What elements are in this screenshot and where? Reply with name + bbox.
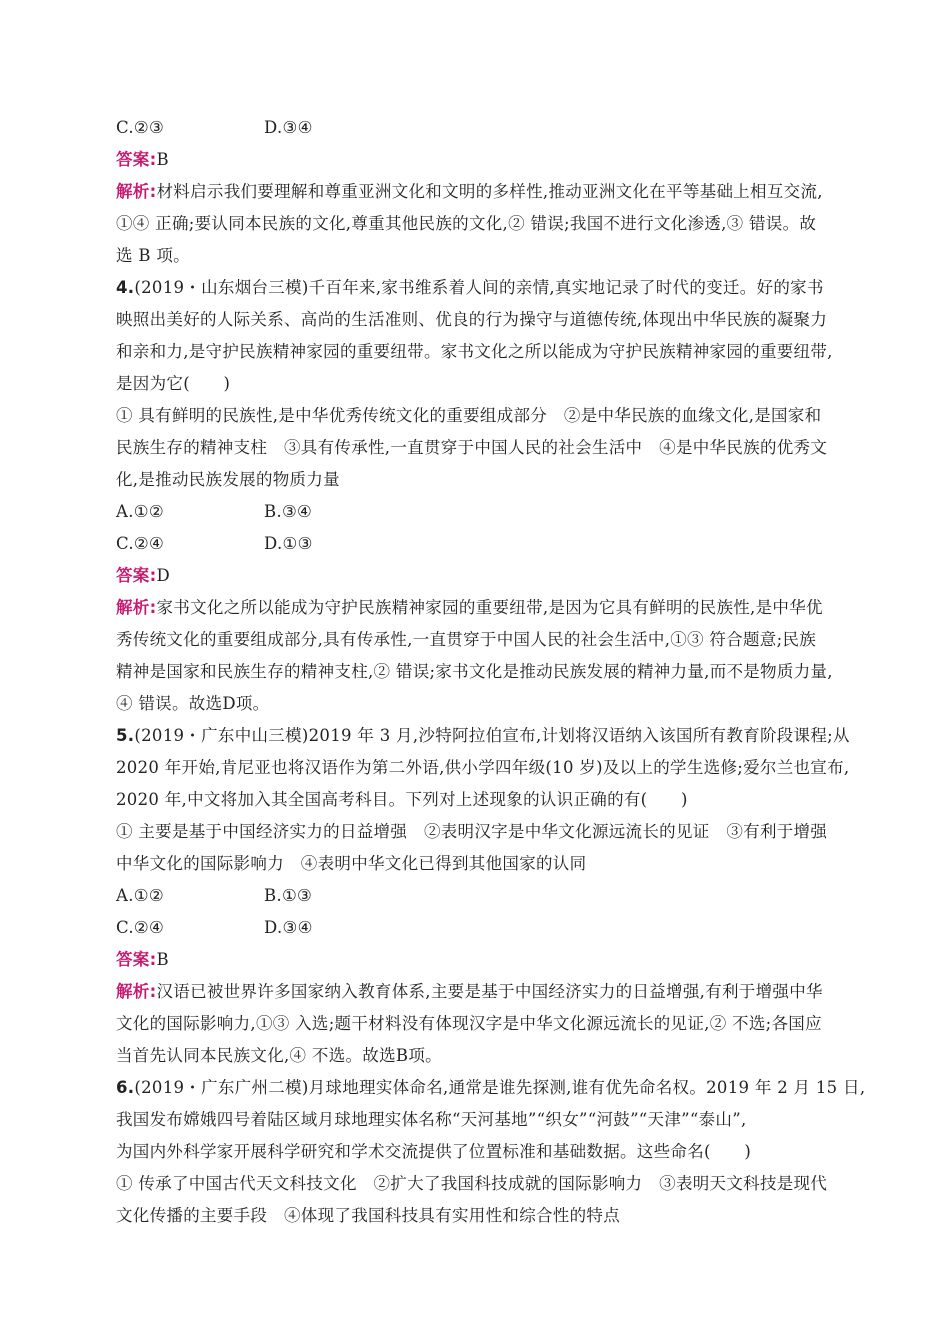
document-content <box>116 112 866 1232</box>
q4-analysis-line: 秀传统文化的重要组成部分,具有传承性,一直贯穿于中国人民的社会生活中,①③ 符合题意;民族 <box>116 630 817 649</box>
q3-analysis-line: ①④ 正确;要认同本民族的文化,尊重其他民族的文化,② 错误;我国不进行文化渗透,③ 错误。故 <box>116 214 817 233</box>
q5-analysis-line: 当首先认同本民族文化,④ 不选。故选B项。 <box>116 1046 442 1065</box>
q5-stem-line: 2020 年,中文将加入其全国高考科目。下列对上述现象的认识正确的有( ) <box>116 790 688 809</box>
answer-value: D <box>156 566 171 585</box>
q4-stem-line: 和亲和力,是守护民族精神家园的重要纽带。家书文化之所以能成为守护民族精神家园的重要纽带, <box>116 342 833 361</box>
q4-analysis-line: 精神是国家和民族生存的精神支柱,② 错误;家书文化是推动民族发展的精神力量,而不是物质力量, <box>116 662 833 681</box>
q6-stem-line: 为国内外科学家开展科学研究和学术交流提供了位置标准和基础数据。这些命名( ) <box>116 1142 752 1161</box>
q4-statement-line: ① 具有鲜明的民族性,是中华优秀传统文化的重要组成部分 ②是中华民族的血缘文化,是国家和 <box>116 406 822 425</box>
q4-option-b: B.③④ <box>264 502 313 521</box>
question-number: 4. <box>116 278 135 297</box>
q5-statement-line: ① 主要是基于中国经济实力的日益增强 ②表明汉字是中华文化源远流长的见证 ③有利于增强 <box>116 822 828 841</box>
q5-analysis-line: 文化的国际影响力,①③ 入选;题干材料没有体现汉字是中华文化源远流长的见证,② 不选;各国应 <box>116 1014 822 1033</box>
analysis-label: 解析: <box>116 182 157 201</box>
q5-option-a: A.①② <box>116 886 164 905</box>
answer-label: 答案: <box>116 150 157 169</box>
q4-option-d: D.①③ <box>264 534 313 553</box>
q3-option-c: C.②③ <box>116 118 165 137</box>
question-number: 5. <box>116 726 135 745</box>
q4-option-a: A.①② <box>116 502 164 521</box>
q4-statement-line: 化,是推动民族发展的物质力量 <box>116 470 340 489</box>
q5-answer <box>116 944 840 976</box>
q5-options-row <box>116 880 840 912</box>
q6-statement-line: 文化传播的主要手段 ④体现了我国科技具有实用性和综合性的特点 <box>116 1206 620 1225</box>
q4-analysis-line: ④ 错误。故选D项。 <box>116 694 270 713</box>
analysis-label: 解析: <box>116 982 157 1001</box>
q4-stem-line: 4.(2019・山东烟台三模)千百年来,家书维系着人间的亲情,真实地记录了时代的变迁。好的家书 <box>116 278 824 297</box>
q5-stem-line: 5.(2019・广东中山三模)2019 年 3 月,沙特阿拉伯宣布,计划将汉语纳入该国所有教育阶段课程;从 <box>116 726 850 745</box>
q4-analysis-line: 解析:家书文化之所以能成为守护民族精神家园的重要纽带,是因为它具有鲜明的民族性,是中华优 <box>116 598 823 617</box>
q3-analysis-line: 解析:材料启示我们要理解和尊重亚洲文化和文明的多样性,推动亚洲文化在平等基础上相互交流, <box>116 182 823 201</box>
q6-stem-line: 我国发布嫦娥四号着陆区域月球地理实体名称“天河基地”“织女”“河鼓”“天津”“泰山”, <box>116 1110 747 1129</box>
q3-answer <box>116 144 840 176</box>
q3-analysis-line: 选 B 项。 <box>116 246 190 265</box>
q4-options-row <box>116 528 840 560</box>
q6-stem-line: 6.(2019・广东广州二模)月球地理实体命名,通常是谁先探测,谁有优先命名权。2019 年 2 月 15 日, <box>116 1078 866 1097</box>
q5-stem-line: 2020 年开始,肯尼亚也将汉语作为第二外语,供小学四年级(10 岁)及以上的学生选修;爱尔兰也宣布, <box>116 758 850 777</box>
q5-option-c: C.②④ <box>116 918 165 937</box>
answer-label: 答案: <box>116 566 157 585</box>
q4-options-row <box>116 496 840 528</box>
q5-options-row <box>116 912 840 944</box>
answer-value: B <box>156 150 169 169</box>
analysis-label: 解析: <box>116 598 157 617</box>
q6-statement-line: ① 传承了中国古代天文科技文化 ②扩大了我国科技成就的国际影响力 ③表明天文科技是现代 <box>116 1174 828 1193</box>
q4-statement-line: 民族生存的精神支柱 ③具有传承性,一直贯穿于中国人民的社会生活中 ④是中华民族的优秀文 <box>116 438 828 457</box>
q4-answer <box>116 560 840 592</box>
answer-value: B <box>156 950 169 969</box>
q5-option-b: B.①③ <box>264 886 313 905</box>
q4-stem-line: 是因为它( ) <box>116 374 231 393</box>
q4-option-c: C.②④ <box>116 534 165 553</box>
q3-option-d: D.③④ <box>264 118 313 137</box>
q5-analysis-line: 解析:汉语已被世界许多国家纳入教育体系,主要是基于中国经济实力的日益增强,有利于增强中华 <box>116 982 823 1001</box>
q3-options-row <box>116 112 840 144</box>
question-number: 6. <box>116 1078 135 1097</box>
answer-label: 答案: <box>116 950 157 969</box>
q5-option-d: D.③④ <box>264 918 313 937</box>
q4-stem-line: 映照出美好的人际关系、高尚的生活准则、优良的行为操守与道德传统,体现出中华民族的凝聚力 <box>116 310 828 329</box>
q5-statement-line: 中华文化的国际影响力 ④表明中华文化已得到其他国家的认同 <box>116 854 587 873</box>
